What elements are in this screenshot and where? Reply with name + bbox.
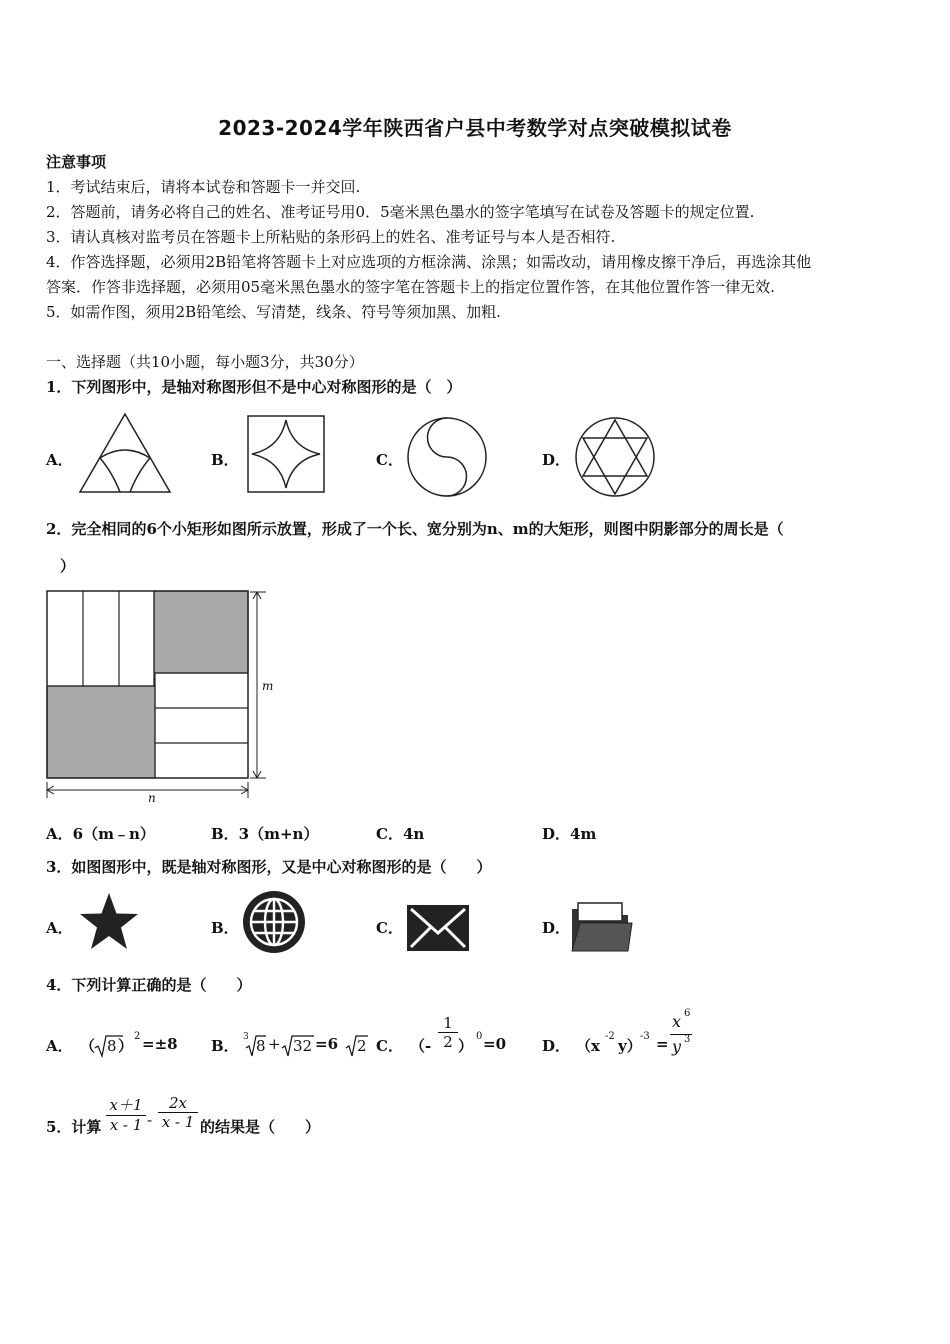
q4-c-open: （- bbox=[410, 1037, 432, 1055]
q4-c-close: ） bbox=[458, 1037, 474, 1055]
page-title: 2023-2024学年陕西省户县中考数学对点突破模拟试卷 bbox=[218, 116, 732, 140]
q4-b-radicand-3: 2 bbox=[357, 1037, 367, 1055]
q4-b-plus: + bbox=[268, 1035, 281, 1053]
notice-item-5: 5．如需作图，须用2B铅笔绘、写清楚，线条、符号等须加黑、加粗. bbox=[46, 303, 501, 321]
q3-label-a: A． bbox=[46, 919, 73, 937]
q4-label-c: C． bbox=[376, 1037, 403, 1055]
q4-a-close: ） bbox=[118, 1037, 134, 1055]
q5-fraction-2-denominator: x - 1 bbox=[161, 1113, 195, 1131]
q4-b-radicand-2: 32 bbox=[293, 1037, 313, 1055]
q4-d-denominator-exp: 3 bbox=[684, 1034, 691, 1045]
star-icon bbox=[76, 889, 142, 955]
notice-item-3: 3．请认真核对监考员在答题卡上所粘贴的条形码上的姓名、准考证号与本人是否相符. bbox=[46, 228, 616, 246]
q4-a-exponent: 2 bbox=[134, 1031, 141, 1042]
q4-c-fraction bbox=[438, 1014, 458, 1051]
q4-d-exponent-1: -2 bbox=[605, 1031, 615, 1042]
q4-c-denominator: 2 bbox=[443, 1033, 453, 1051]
notice-item-4: 4．作答选择题，必须用2B铅笔将答题卡上对应选项的方框涂满、涂黑；如需改动，请用橡皮擦干净后，再选涂其他 bbox=[46, 253, 812, 271]
q1-label-c: C． bbox=[376, 451, 403, 469]
q2-stem-line2: ） bbox=[60, 557, 76, 575]
q4-d-exponent-2: -3 bbox=[640, 1031, 650, 1042]
q4-d-denominator: y bbox=[672, 1037, 682, 1056]
q1-figure-a bbox=[78, 412, 172, 494]
q5-fraction-1-denominator: x - 1 bbox=[109, 1116, 143, 1134]
q4-b-eq: =6 bbox=[315, 1035, 339, 1053]
q3-label-b: B． bbox=[211, 919, 239, 937]
q1-label-d: D． bbox=[542, 451, 571, 469]
q4-d-eq: = bbox=[656, 1035, 669, 1053]
q2-option-d: D．4m bbox=[542, 825, 597, 843]
q1-stem: 1．下列图形中，是轴对称图形但不是中心对称图形的是（ ） bbox=[46, 378, 462, 396]
q2-label-n: n bbox=[148, 791, 156, 805]
q2-label-m: m bbox=[262, 679, 274, 693]
q5-fraction-2 bbox=[158, 1094, 198, 1131]
q4-a-rhs: =±8 bbox=[142, 1035, 178, 1053]
globe-icon bbox=[241, 889, 307, 955]
q4-label-b: B． bbox=[211, 1037, 239, 1055]
notice-item-4-cont: 答案．作答非选择题，必须用05毫米黑色墨水的签字笔在答题卡上的指定位置作答，在其他位置作答一律无效. bbox=[46, 278, 775, 296]
q3-stem: 3．如图图形中，既是轴对称图形，又是中心对称图形的是（ ） bbox=[46, 858, 492, 876]
q4-label-d: D． bbox=[542, 1037, 571, 1055]
q1-figure-b bbox=[246, 414, 326, 494]
q1-figure-d bbox=[574, 416, 656, 498]
q4-b-radicand-1: 8 bbox=[256, 1037, 266, 1055]
q4-b-root-index: 3 bbox=[243, 1032, 249, 1042]
q4-c-rhs: =0 bbox=[483, 1035, 507, 1053]
q5-suffix: 的结果是（ ） bbox=[200, 1118, 321, 1136]
q1-label-a: A． bbox=[46, 451, 73, 469]
q2-stem-line1: 2．完全相同的6个小矩形如图所示放置，形成了一个长、宽分别为n、m的大矩形，则图中阴影部分的周长是（ bbox=[46, 520, 784, 538]
q1-label-b: B． bbox=[211, 451, 239, 469]
q5-fraction-1 bbox=[106, 1094, 146, 1134]
q5-fraction-2-numerator: 2x bbox=[158, 1094, 198, 1113]
q4-d-lhs: （x bbox=[576, 1037, 600, 1055]
q5-minus: - bbox=[147, 1111, 153, 1129]
q2-option-b: B．3（m+n） bbox=[211, 825, 319, 843]
q1-figure-c bbox=[406, 416, 488, 498]
q4-c-exponent: 0 bbox=[476, 1031, 483, 1042]
notice-heading: 注意事项 bbox=[46, 153, 107, 171]
q5-prefix: 5．计算 bbox=[46, 1118, 102, 1136]
q4-d-numerator-exp: 6 bbox=[684, 1008, 691, 1019]
section-heading: 一、选择题（共10小题，每小题3分，共30分） bbox=[46, 353, 364, 371]
folder-icon bbox=[568, 899, 634, 957]
q4-d-mid: y） bbox=[618, 1037, 642, 1055]
q2-option-a: A．6（m﹣n） bbox=[46, 825, 155, 843]
notice-item-2: 2．答题前，请务必将自己的姓名、准考证号用0．5毫米黑色墨水的签字笔填写在试卷及答题卡的规定位置. bbox=[46, 203, 755, 221]
q4-d-numerator: x bbox=[672, 1012, 682, 1031]
notice-item-1: 1．考试结束后，请将本试卷和答题卡一并交回. bbox=[46, 178, 361, 196]
q2-rectangle-figure bbox=[44, 589, 284, 809]
q4-a-open: （ bbox=[80, 1037, 96, 1055]
q3-label-d: D． bbox=[542, 919, 571, 937]
q3-label-c: C． bbox=[376, 919, 403, 937]
envelope-icon bbox=[405, 903, 471, 953]
q4-a-radicand: 8 bbox=[107, 1037, 117, 1055]
q4-c-numerator: 1 bbox=[438, 1014, 458, 1033]
q5-fraction-1-numerator: x＋1 bbox=[106, 1094, 146, 1116]
q4-stem: 4．下列计算正确的是（ ） bbox=[46, 976, 252, 994]
q4-label-a: A． bbox=[46, 1037, 73, 1055]
q2-option-c: C．4n bbox=[376, 825, 425, 843]
